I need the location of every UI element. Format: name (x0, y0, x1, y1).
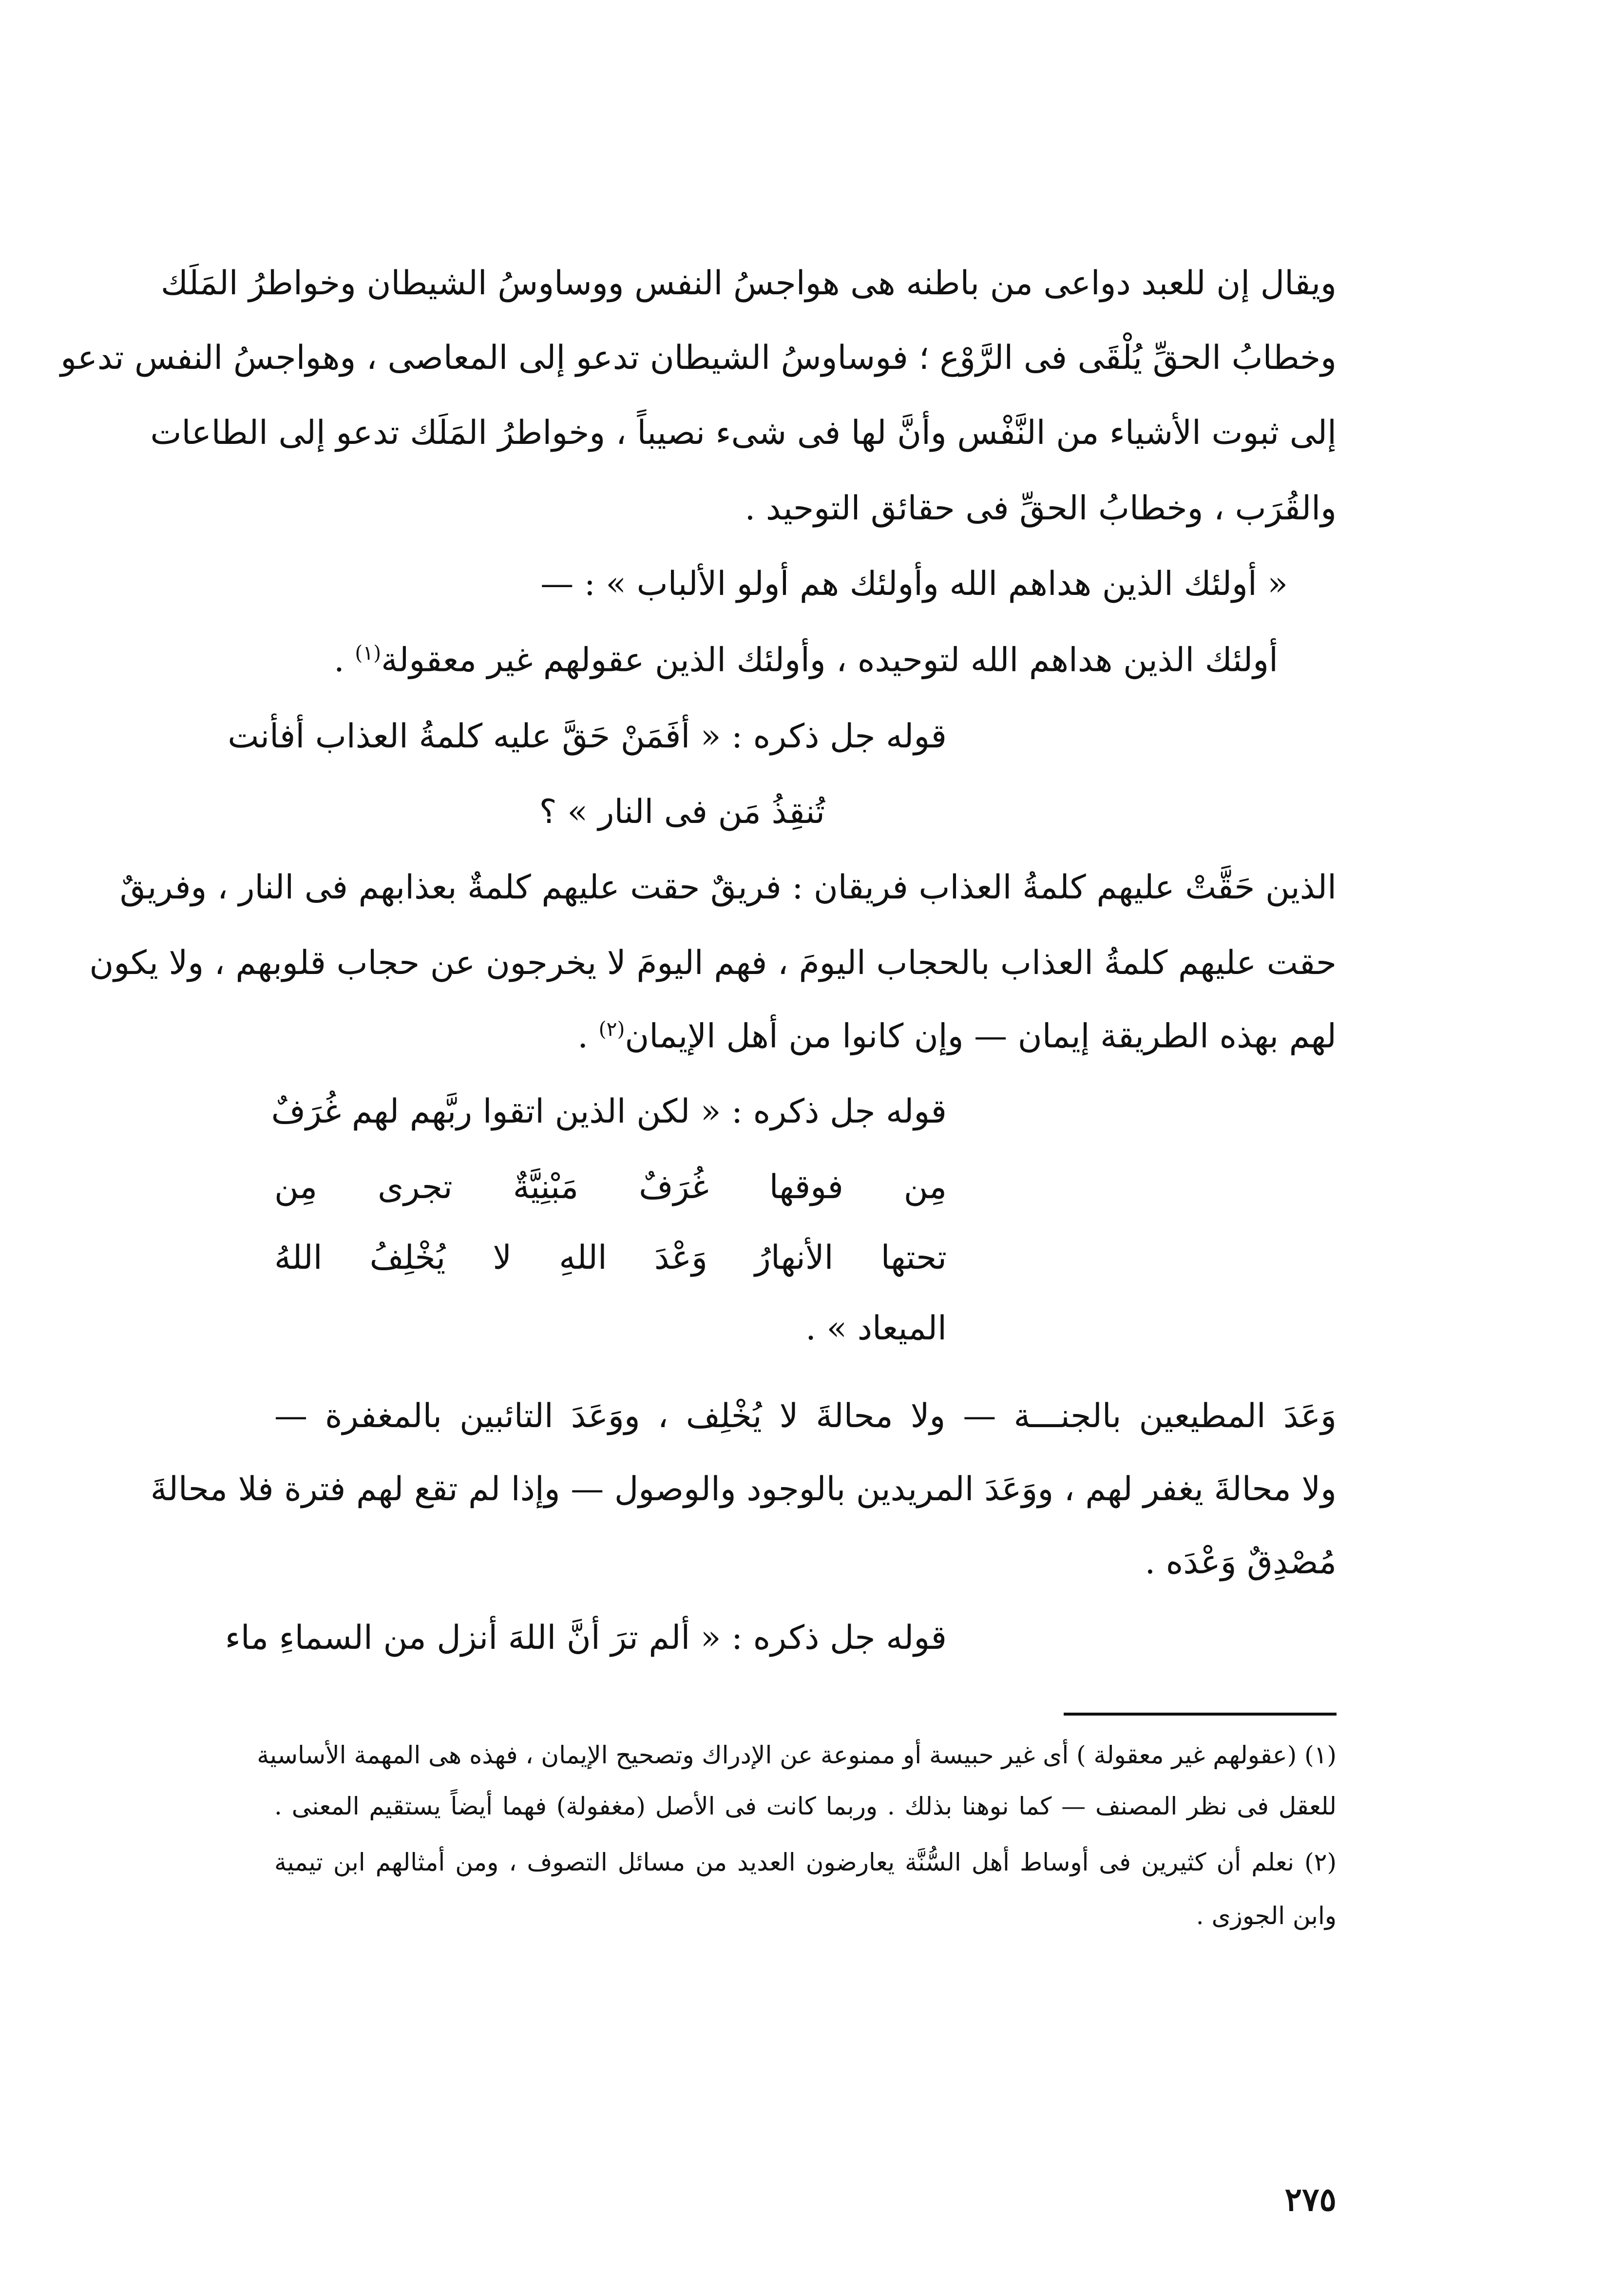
quran-verse: قوله جل ذكره : « ألم ترَ أنَّ اللهَ أنزل من السماءِ ماء (225, 1619, 947, 1657)
commentary-line (216, 642, 1278, 679)
footnote-line: وابن الجوزى . (1196, 1902, 1337, 1930)
footnote-mark: (٢) (598, 1017, 625, 1041)
body-line (274, 1018, 1337, 1055)
quran-verse: قوله جل ذكره : « لكن الذين اتقوا ربَّهم لهم غُرَفٌ (271, 1092, 947, 1131)
quran-verse: تُنقِذُ مَن فى النار » ؟ (539, 793, 825, 831)
page-number: ٢٧٥ (1284, 2180, 1337, 2218)
quran-verse: مِن فوقها غُرَفٌ مَبْنِيَّةٌ تجرى مِن (274, 1168, 947, 1206)
body-end: . (577, 1017, 599, 1056)
body-line: وَعَدَ المطيعين بالجنـــة — ولا محالةَ لا يُخْلِف ، ووَعَدَ التائبين بالمغفرة — (274, 1397, 1337, 1435)
body-line: الذين حَقَّتْ عليهم كلمةُ العذاب فريقان : فريقٌ حقت عليهم كلمةٌ بعذابهم فى النار ، وفريقٌ (119, 868, 1337, 907)
body-line: وخطابُ الحقِّ يُلْقَى فى الرَّوْع ؛ فوساوسُ الشيطان تدعو إلى المعاصى ، وهواجسُ النفس تدعو (60, 339, 1337, 377)
body-line: ويقال إن للعبد دواعى من باطنه هى هواجسُ النفس ووساوسُ الشيطان وخواطرُ المَلَك (160, 264, 1337, 303)
body-line: والقُرَب ، وخطابُ الحقِّ فى حقائق التوحيد . (745, 489, 1337, 528)
body-line: حقت عليهم كلمةُ العذاب بالحجاب اليومَ ، فهم اليومَ لا يخرجون عن حجاب قلوبهم ، ولا يكون (89, 944, 1337, 982)
footnote-line: (٢) نعلم أن كثيرين فى أوساط أهل السُّنَّة يعارضون العديد من مسائل التصوف ، ومن أمثالهم ابن تيمية (274, 1848, 1337, 1876)
footnote-line: للعقل فى نظر المصنف — كما نوهنا بذلك . وربما كانت فى الأصل (مغفولة) فهما أيضاً يستقيم المعنى . (274, 1792, 1337, 1820)
commentary-text: أولئك الذين هداهم الله لتوحيده ، وأولئك الذين عقولهم غير معقولة (381, 641, 1278, 680)
body-line: مُصْدِقٌ وَعْدَه . (1145, 1543, 1337, 1582)
quran-verse: قوله جل ذكره : « أفَمَنْ حَقَّ عليه كلمةُ العذاب أفأنت (228, 717, 947, 756)
footnote-mark: (١) (355, 641, 382, 665)
body-text: لهم بهذه الطريقة إيمان — وإن كانوا من أهل الإيمان (625, 1017, 1337, 1056)
body-line: ولا محالةَ يغفر لهم ، ووَعَدَ المريدين بالوجود والوصول — وإذا لم تقع لهم فترة فلا محالةَ (150, 1470, 1337, 1508)
commentary-end: . (334, 641, 355, 680)
body-line: إلى ثبوت الأشياء من النَّفْس وأنَّ لها فى شىء نصيباً ، وخواطرُ المَلَك تدعو إلى الطاعات (150, 414, 1337, 452)
quran-verse: « أولئك الذين هداهم الله وأولئك هم أولو الألباب » : — (540, 565, 1288, 603)
quran-verse: الميعاد » . (805, 1309, 947, 1348)
footnote-line: (١) (عقولهم غير معقولة ) أى غير حبيسة أو ممنوعة عن الإدراك وتصحيح الإيمان ، فهذه هى المهمة الأساسية (257, 1741, 1337, 1769)
quran-verse: تحتها الأنهارُ وَعْدَ اللهِ لا يُخْلِفُ اللهُ (274, 1239, 947, 1277)
footnote-divider (1064, 1713, 1337, 1716)
